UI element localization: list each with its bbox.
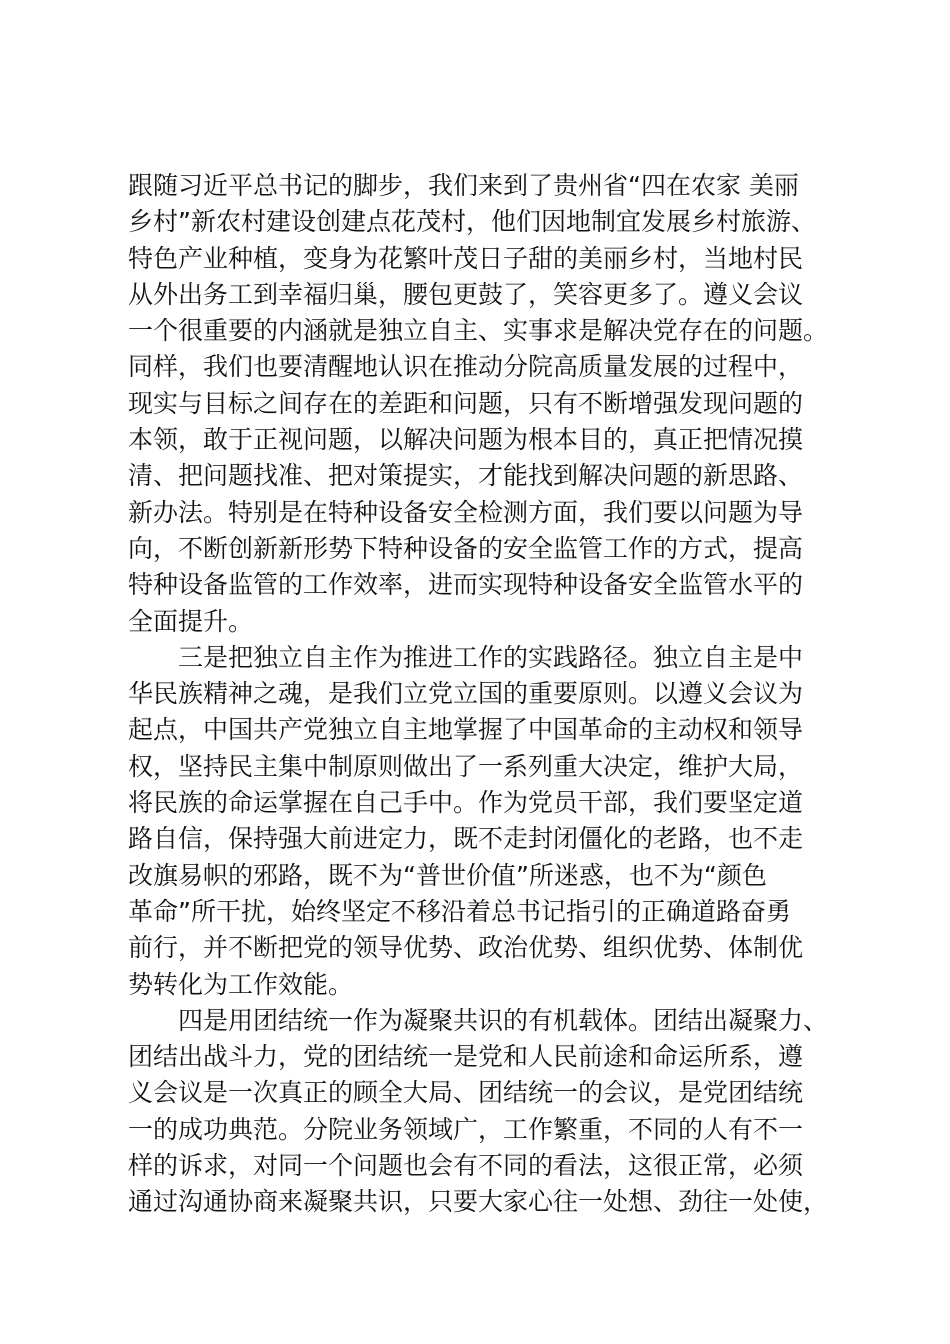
paragraph-3: [128, 1003, 858, 1221]
text-line: 本领，敢于正视问题，以解决问题为根本目的，真正把情况摸: [128, 425, 804, 455]
text-line: 起点，中国共产党独立自主地掌握了中国革命的主动权和领导: [128, 715, 804, 745]
text-line: 路自信，保持强大前进定力，既不走封闭僵化的老路，也不走: [128, 824, 804, 854]
text-line: 特色产业种植，变身为花繁叶茂日子甜的美丽乡村，当地村民: [128, 243, 804, 273]
text-line: 清、把问题找准、把对策提实，才能找到解决问题的新思路、: [128, 461, 804, 491]
text-line: 同样，我们也要清醒地认识在推动分院高质量发展的过程中，: [128, 352, 804, 382]
text-line: 势转化为工作效能。: [128, 969, 354, 999]
text-line: 四是用团结统一作为凝聚共识的有机载体。团结出凝聚力、: [178, 1005, 829, 1035]
text-line: 革命”所干扰，始终坚定不移沿着总书记指引的正确道路奋勇: [128, 896, 791, 926]
text-line: 乡村”新农村建设创建点花茂村，他们因地制宜发展乡村旅游、: [128, 207, 816, 237]
text-line: 向，不断创新新形势下特种设备的安全监管工作的方式，提高: [128, 533, 804, 563]
text-line: 全面提升。: [128, 606, 254, 636]
text-line: 跟随习近平总书记的脚步，我们来到了贵州省“四在农家 美丽: [128, 171, 799, 200]
paragraph-1: [128, 168, 858, 640]
text-line: 通过沟通协商来凝聚共识，只要大家心往一处想、劲往一处使，: [128, 1187, 829, 1217]
text-line: 将民族的命运掌握在自己手中。作为党员干部，我们要坚定道: [128, 788, 804, 818]
text-line: 改旗易帜的邪路，既不为“普世价值”所迷惑，也不为“颜色: [128, 860, 767, 890]
text-line: 特种设备监管的工作效率，进而实现特种设备安全监管水平的: [128, 570, 804, 600]
text-line: 前行，并不断把党的领导优势、政治优势、组织优势、体制优: [128, 933, 804, 963]
paragraph-2: [128, 640, 858, 1003]
text-line: 一的成功典范。分院业务领域广，工作繁重，不同的人有不一: [128, 1114, 804, 1144]
text-line: 团结出战斗力，党的团结统一是党和人民前途和命运所系，遵: [128, 1042, 804, 1072]
text-line: 华民族精神之魂，是我们立党立国的重要原则。以遵义会议为: [128, 679, 804, 709]
text-line: 从外出务工到幸福归巢，腰包更鼓了，笑容更多了。遵义会议: [128, 279, 804, 309]
text-line: 三是把独立自主作为推进工作的实践路径。独立自主是中: [178, 642, 804, 672]
text-line: 新办法。特别是在特种设备安全检测方面，我们要以问题为导: [128, 497, 804, 527]
text-line: 现实与目标之间存在的差距和问题，只有不断增强发现问题的: [128, 388, 804, 418]
text-line: 一个很重要的内涵就是独立自主、实事求是解决党存在的问题。: [128, 316, 829, 346]
text-line: 义会议是一次真正的顾全大局、团结统一的会议，是党团结统: [128, 1078, 804, 1108]
text-line: 样的诉求，对同一个问题也会有不同的看法，这很正常，必须: [128, 1151, 804, 1181]
body-text: [128, 168, 858, 1221]
text-line: 权，坚持民主集中制原则做出了一系列重大决定，维护大局，: [128, 751, 804, 781]
